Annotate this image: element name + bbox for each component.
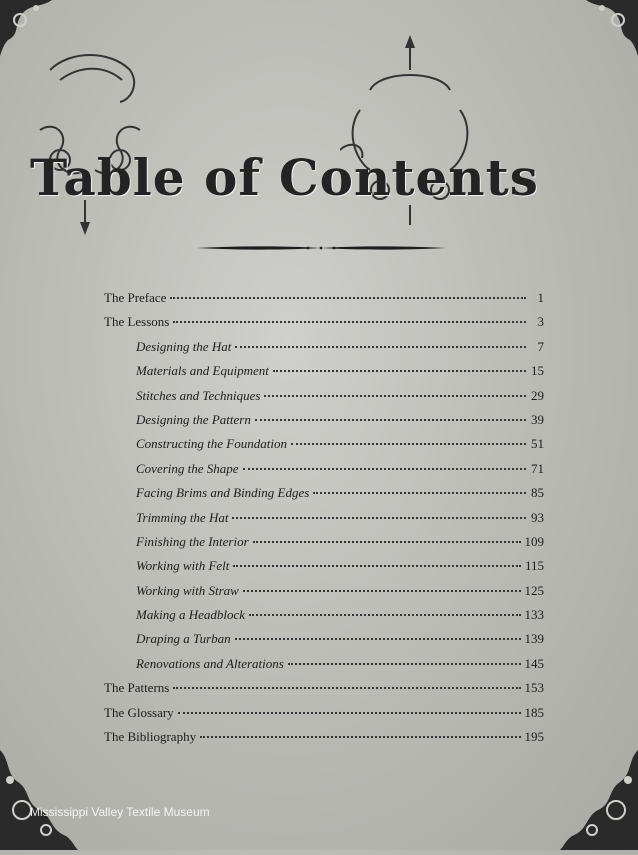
dot-leader — [178, 712, 521, 714]
toc-entry-page-number: 185 — [524, 704, 544, 720]
toc-entry-page-number: 29 — [531, 387, 544, 403]
toc-entry-title: The Lessons — [104, 314, 170, 330]
dot-leader — [200, 736, 520, 738]
toc-entry[interactable] — [104, 705, 544, 729]
title-drop-letter-t: T — [30, 148, 64, 207]
toc-entry-title: Covering the Shape — [136, 460, 239, 476]
toc-entry-title: Designing the Hat — [136, 338, 232, 354]
toc-entry-page-number: 39 — [531, 411, 544, 427]
toc-entry-title: The Preface — [104, 290, 167, 305]
toc-entry[interactable] — [104, 729, 544, 753]
toc-entry-title: Materials and Equipment — [136, 363, 269, 379]
dot-leader — [249, 614, 520, 616]
toc-entry-title: Renovations and Alterations — [136, 655, 284, 671]
toc-entry[interactable] — [104, 656, 544, 680]
toc-entry-title: Finishing the Interior — [136, 533, 249, 549]
toc-entry[interactable] — [104, 510, 544, 534]
toc-entry-title: Draping a Turban — [136, 631, 231, 647]
toc-entry[interactable] — [104, 363, 544, 387]
toc-entry[interactable] — [104, 631, 544, 655]
toc-entry-page-number: 15 — [531, 363, 544, 379]
dot-leader — [232, 517, 526, 519]
watermark-text: Mississippi Valley Textile Museum — [30, 805, 210, 819]
toc-entry-title: Designing the Pattern — [136, 411, 251, 427]
toc-entry-page-number: 133 — [524, 607, 544, 623]
toc-entry[interactable] — [104, 680, 544, 704]
dot-leader — [173, 687, 520, 689]
toc-entry-title: Facing Brims and Binding Edges — [136, 485, 310, 501]
toc-entry-title: The Patterns — [104, 680, 170, 696]
toc-entry[interactable] — [104, 534, 544, 558]
toc-entry-page-number: 93 — [531, 509, 544, 525]
dot-leader — [235, 638, 521, 640]
toc-entry-page-number: 3 — [537, 314, 544, 330]
dot-leader — [243, 468, 526, 470]
toc-entry[interactable] — [104, 485, 544, 509]
dot-leader — [264, 395, 526, 397]
toc-entry-page-number: 85 — [531, 485, 544, 501]
toc-entry-title: The Glossary — [104, 704, 174, 720]
toc-entry-title: Working with Felt — [136, 558, 230, 574]
title-drop-letter-c: C — [278, 148, 320, 207]
dot-leader — [243, 590, 521, 592]
toc-entry-page-number: 51 — [531, 436, 544, 452]
corner-ornament-bottom-right — [560, 730, 638, 850]
toc-entry[interactable] — [104, 461, 544, 485]
toc-entry-page-number: 7 — [537, 338, 544, 354]
title-word-ontents: ontents — [319, 148, 539, 207]
toc-entry-page-number: 153 — [524, 680, 544, 696]
dot-leader — [170, 297, 526, 299]
toc-entry-title: Stitches and Techniques — [136, 387, 261, 403]
page-title — [30, 40, 638, 240]
dot-leader — [235, 346, 526, 348]
decorative-rule — [196, 244, 446, 252]
toc-entry[interactable] — [104, 388, 544, 412]
toc-entry-page-number: 125 — [524, 582, 544, 598]
toc-entry-page-number: 1 — [537, 290, 544, 305]
toc-entry-page-number: 115 — [524, 558, 544, 574]
dot-leader — [173, 321, 526, 323]
toc-entry-page-number: 109 — [524, 533, 544, 549]
toc-entry[interactable] — [104, 583, 544, 607]
toc-entry[interactable] — [104, 290, 544, 314]
dot-leader — [288, 663, 521, 665]
toc-entry[interactable] — [104, 314, 544, 338]
corner-ornament-bottom-left — [0, 730, 78, 850]
toc-entry[interactable] — [104, 436, 544, 460]
title-text — [30, 148, 638, 207]
toc-entry-page-number: 145 — [524, 655, 544, 671]
dot-leader — [313, 492, 526, 494]
toc-entry[interactable] — [104, 412, 544, 436]
toc-entry[interactable] — [104, 607, 544, 631]
dot-leader — [291, 443, 526, 445]
toc-entry-title: The Bibliography — [104, 729, 197, 745]
toc-entry-title: Working with Straw — [136, 582, 239, 598]
toc-entry[interactable] — [104, 558, 544, 582]
toc-entry-page-number: 71 — [531, 460, 544, 476]
table-of-contents-list — [104, 290, 544, 753]
dot-leader — [273, 370, 526, 372]
toc-entry-page-number: 195 — [524, 729, 544, 745]
toc-entry-title: Constructing the Foundation — [136, 436, 287, 452]
toc-entry[interactable] — [104, 339, 544, 363]
toc-entry-page-number: 139 — [524, 631, 544, 647]
toc-entry-title: Making a Headblock — [136, 607, 246, 623]
dot-leader — [233, 565, 521, 567]
dot-leader — [253, 541, 521, 543]
toc-entry-title: Trimming the Hat — [136, 509, 229, 525]
dot-leader — [255, 419, 526, 421]
title-word-able-of: able of — [63, 148, 261, 207]
illuminated-letter-ornament — [30, 40, 150, 240]
